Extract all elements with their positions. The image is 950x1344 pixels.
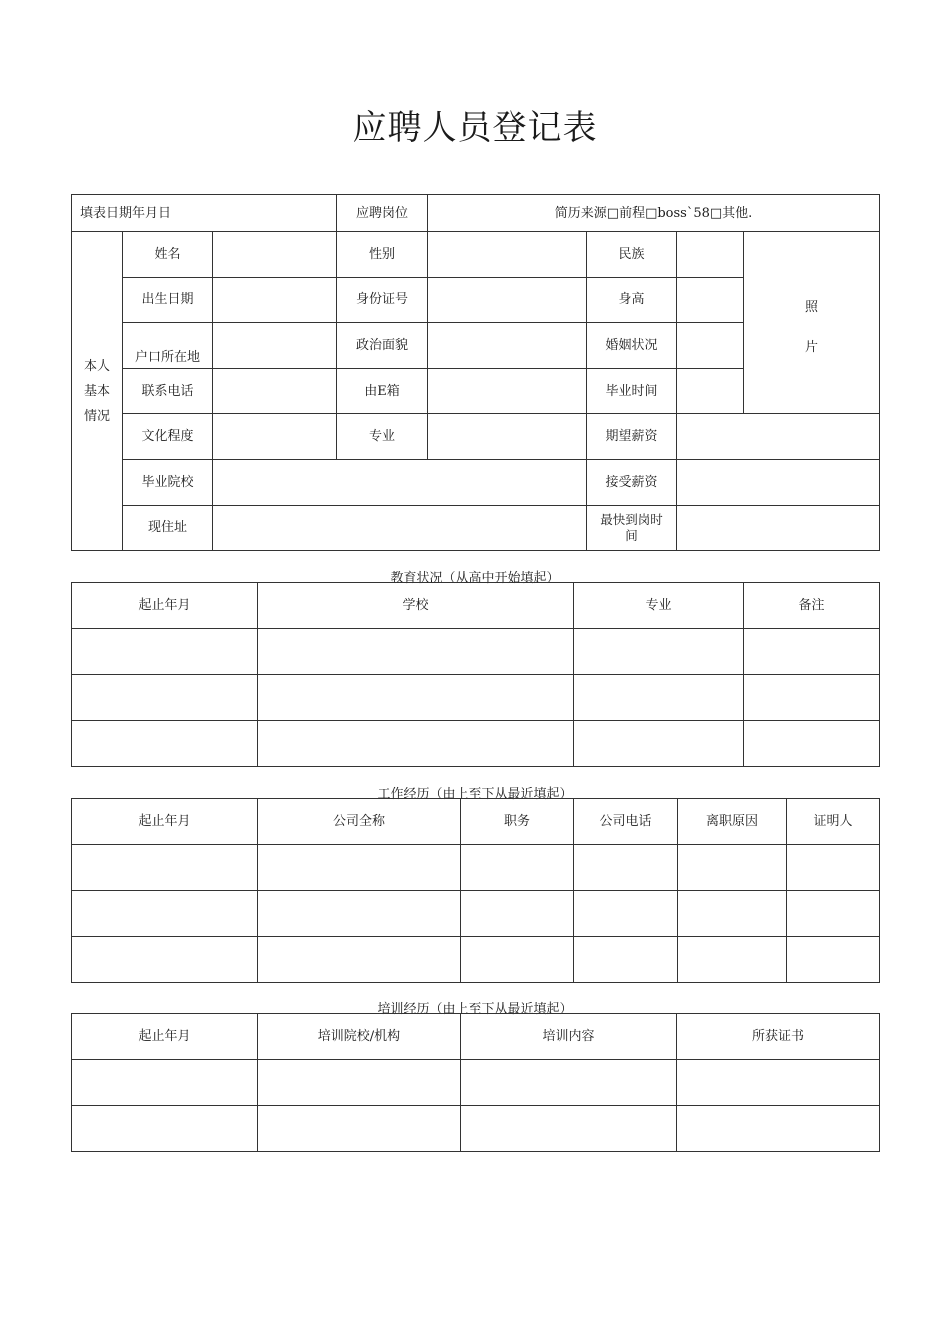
resume-source-label: 简历来源□前程□boss`58□其他. bbox=[428, 195, 880, 232]
work-cell[interactable] bbox=[72, 937, 258, 983]
basic-section-label: 本人 基本 情况 bbox=[72, 232, 123, 551]
email-field[interactable] bbox=[428, 368, 587, 414]
work-cell[interactable] bbox=[258, 937, 461, 983]
marital-label: 婚姻状况 bbox=[587, 323, 677, 369]
training-cell[interactable] bbox=[461, 1106, 677, 1152]
political-field[interactable] bbox=[428, 323, 587, 369]
earliest-start-label: 最快到岗时 间 bbox=[587, 505, 677, 551]
fill-date-label: 填表日期年月日 bbox=[72, 195, 337, 232]
work-cell[interactable] bbox=[678, 937, 787, 983]
education-cell[interactable] bbox=[72, 721, 258, 767]
education-cell[interactable] bbox=[744, 629, 880, 675]
id-number-field[interactable] bbox=[428, 277, 587, 323]
training-caption: 培训经历（由上至下从最近填起） bbox=[377, 1002, 573, 1017]
work-cell[interactable] bbox=[461, 845, 574, 891]
marital-field[interactable] bbox=[677, 323, 744, 369]
education-header: 学校 bbox=[258, 583, 574, 629]
education-cell[interactable] bbox=[574, 675, 744, 721]
work-header: 公司电话 bbox=[574, 799, 678, 845]
phone-field[interactable] bbox=[213, 368, 337, 414]
table-row bbox=[72, 1106, 880, 1152]
work-cell[interactable] bbox=[258, 845, 461, 891]
ethnicity-label: 民族 bbox=[587, 232, 677, 278]
address-field[interactable] bbox=[213, 505, 587, 551]
work-cell[interactable] bbox=[574, 891, 678, 937]
page-title: 应聘人员登记表 bbox=[352, 108, 598, 148]
education-level-label: 文化程度 bbox=[123, 414, 213, 460]
education-cell[interactable] bbox=[258, 675, 574, 721]
photo-box[interactable]: 照 片 bbox=[744, 232, 880, 414]
work-cell[interactable] bbox=[72, 845, 258, 891]
id-number-label: 身份证号 bbox=[337, 277, 428, 323]
training-table bbox=[71, 1013, 880, 1152]
education-cell[interactable] bbox=[744, 721, 880, 767]
training-cell[interactable] bbox=[258, 1106, 461, 1152]
education-table bbox=[71, 582, 880, 767]
table-row bbox=[72, 1060, 880, 1106]
education-cell[interactable] bbox=[72, 629, 258, 675]
accepted-salary-field[interactable] bbox=[677, 459, 880, 505]
education-cell[interactable] bbox=[72, 675, 258, 721]
name-field[interactable] bbox=[213, 232, 337, 278]
school-field[interactable] bbox=[213, 459, 587, 505]
position-label: 应聘岗位 bbox=[337, 195, 428, 232]
work-table bbox=[71, 798, 880, 983]
work-cell[interactable] bbox=[258, 891, 461, 937]
birth-date-label: 出生日期 bbox=[123, 277, 213, 323]
work-cell[interactable] bbox=[461, 937, 574, 983]
major-field[interactable] bbox=[428, 414, 587, 460]
gender-field[interactable] bbox=[428, 232, 587, 278]
gender-label: 性别 bbox=[337, 232, 428, 278]
training-header: 起止年月 bbox=[72, 1014, 258, 1060]
education-cell[interactable] bbox=[574, 721, 744, 767]
table-row bbox=[72, 675, 880, 721]
work-header: 公司全称 bbox=[258, 799, 461, 845]
work-cell[interactable] bbox=[678, 845, 787, 891]
phone-label: 联系电话 bbox=[123, 368, 213, 414]
basic-info-table bbox=[71, 194, 880, 551]
height-field[interactable] bbox=[677, 277, 744, 323]
education-cell[interactable] bbox=[258, 629, 574, 675]
school-label: 毕业院校 bbox=[123, 459, 213, 505]
work-cell[interactable] bbox=[72, 891, 258, 937]
education-header: 专业 bbox=[574, 583, 744, 629]
work-cell[interactable] bbox=[787, 891, 880, 937]
work-cell[interactable] bbox=[787, 937, 880, 983]
education-cell[interactable] bbox=[574, 629, 744, 675]
hukou-label: 户口所在地 bbox=[123, 323, 213, 369]
training-cell[interactable] bbox=[677, 1060, 880, 1106]
work-header: 离职原因 bbox=[678, 799, 787, 845]
table-row bbox=[72, 721, 880, 767]
education-header: 备注 bbox=[744, 583, 880, 629]
training-header: 培训院校/机构 bbox=[258, 1014, 461, 1060]
training-cell[interactable] bbox=[677, 1106, 880, 1152]
work-cell[interactable] bbox=[787, 845, 880, 891]
education-level-field[interactable] bbox=[213, 414, 337, 460]
education-caption: 教育状况（从高中开始填起） bbox=[390, 571, 560, 586]
work-caption: 工作经历（由上至下从最近填起） bbox=[377, 787, 573, 802]
email-label: 由E箱 bbox=[337, 368, 428, 414]
training-cell[interactable] bbox=[72, 1106, 258, 1152]
table-row bbox=[72, 937, 880, 983]
earliest-start-field[interactable] bbox=[677, 505, 880, 551]
work-cell[interactable] bbox=[574, 845, 678, 891]
work-header: 证明人 bbox=[787, 799, 880, 845]
work-cell[interactable] bbox=[678, 891, 787, 937]
expected-salary-label: 期望薪资 bbox=[587, 414, 677, 460]
political-label: 政治面貌 bbox=[337, 323, 428, 369]
height-label: 身高 bbox=[587, 277, 677, 323]
training-header: 培训内容 bbox=[461, 1014, 677, 1060]
education-cell[interactable] bbox=[744, 675, 880, 721]
training-cell[interactable] bbox=[461, 1060, 677, 1106]
work-cell[interactable] bbox=[574, 937, 678, 983]
table-row bbox=[72, 891, 880, 937]
table-row bbox=[72, 629, 880, 675]
training-cell[interactable] bbox=[72, 1060, 258, 1106]
expected-salary-field[interactable] bbox=[677, 414, 880, 460]
training-cell[interactable] bbox=[258, 1060, 461, 1106]
education-header: 起止年月 bbox=[72, 583, 258, 629]
work-cell[interactable] bbox=[461, 891, 574, 937]
major-label: 专业 bbox=[337, 414, 428, 460]
address-label: 现住址 bbox=[123, 505, 213, 551]
grad-time-label: 毕业时间 bbox=[587, 368, 677, 414]
work-header: 起止年月 bbox=[72, 799, 258, 845]
education-cell[interactable] bbox=[258, 721, 574, 767]
grad-time-field[interactable] bbox=[677, 368, 744, 414]
hukou-field[interactable] bbox=[213, 323, 337, 369]
training-header: 所获证书 bbox=[677, 1014, 880, 1060]
accepted-salary-label: 接受薪资 bbox=[587, 459, 677, 505]
work-header: 职务 bbox=[461, 799, 574, 845]
birth-date-field[interactable] bbox=[213, 277, 337, 323]
table-row bbox=[72, 845, 880, 891]
ethnicity-field[interactable] bbox=[677, 232, 744, 278]
name-label: 姓名 bbox=[123, 232, 213, 278]
